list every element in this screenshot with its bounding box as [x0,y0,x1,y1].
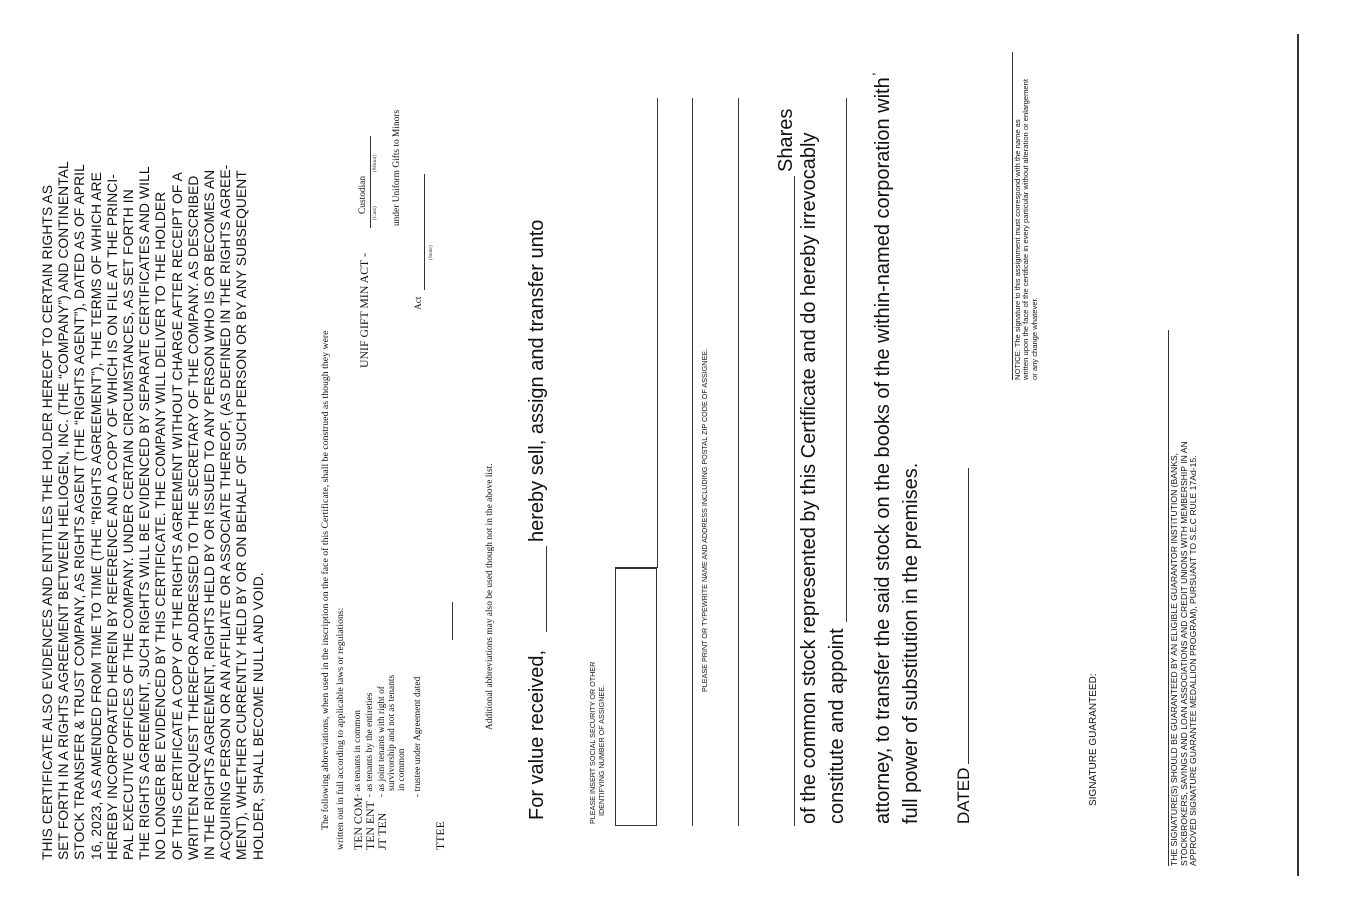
legend-line: THE RIGHTS AGREEMENT, SUCH RIGHTS WILL BE EVIDENCED BY SEPARATE CERTIFICATES AND WILL [137,166,153,860]
legend-line: 16, 2023, AS AMENDED FROM TIME TO TIME (THE “RIGHTS AGREEMENT”), THE TERMS OF WHICH ARE [88,172,104,860]
transferor-blank[interactable] [546,546,547,632]
abbr-ten-com: TEN COM [351,797,365,850]
notice-line-1: NOTICE: The signature to this assignment must correspond with the name as [1013,119,1022,380]
abbr-ttee: TTEE [433,821,447,850]
ssn-instruction-line-2: IDENTIFYING NUMBER OF ASSIGNEE. [597,685,606,816]
legend-line: NO LONGER BE EVIDENCED BY THIS CERTIFICATE. THE COMPANY WILL DELIVER TO THE HOLDER [153,191,169,860]
abbr-jt-ten: JT TEN [375,812,389,850]
constitute-and-appoint: constitute and appoint [826,628,848,824]
abbreviations-intro [318,90,348,850]
cust-caption: (Cust) [372,206,378,220]
under-uniform-gifts: under Uniform Gifts to Minors [392,109,402,226]
dated-label: DATED [954,767,973,824]
legend-line: THIS CERTIFICATE ALSO EVIDENCES AND ENTITLES THE HOLDER HEREOF TO CERTAIN RIGHTS AS [40,184,55,860]
abbr-ttee-desc: - trustee under Agreement dated [413,676,423,797]
legend-line: WRITTEN REQUEST THEREFOR ADDRESSED TO THE SECRETARY OF THE COMPANY. AS DESCRIBED [185,175,201,860]
abbr-jt-ten-desc-3: in common [397,748,407,791]
custodian-cust-line [370,136,371,228]
assignee-line-1[interactable] [657,98,658,568]
abbreviations-intro-line-1: The following abbreviations, when used in the inscription on the face of this Certificate, shall be construed as though they were [320,330,331,830]
act-label: Act [414,296,424,310]
shares-number-line[interactable] [794,176,795,826]
common-stock-text: of the common stock represented by this Certificate and do hereby irrevocably [798,132,820,824]
abbr-ten-ent: TEN ENT [363,801,377,850]
guarantee-line-1: THE SIGNATURE(S) SHOULD BE GUARANTEED BY AN ELIGIBLE GUARANTOR INSTITUTION (BANKS, [1169,452,1179,866]
legend-line: HEREBY INCORPORATED HEREIN BY REFERENCE AND A COPY OF WHICH IS ON FILE AT THE PRINCI- [104,174,120,860]
attorney-comma: , [862,72,877,76]
rights-legend-paragraph [40,52,267,860]
abbreviations-intro-line-2: written out in full according to applicable laws or regulations: [335,607,346,850]
page-border-line [1297,34,1299,876]
for-value-received: For value received, [526,649,548,820]
legend-line: MENT), WHETHER CURRENTLY HELD BY OR ON BEHALF OF SUCH PERSON OR BY ANY SUBSEQUENT [234,170,250,860]
assignee-line-3[interactable] [738,98,739,826]
additional-abbreviations-note: Additional abbreviations may also be used though not in the above list. [485,463,495,730]
attorney-transfer-text: attorney, to transfer the said stock on the books of the within-named corporation with [872,77,894,824]
abbr-jt-ten-desc-2: survivorship and not as tenants [387,674,397,791]
attorney-name-line[interactable] [846,98,847,622]
legend-line: IN THE RIGHTS AGREEMENT, RIGHTS HELD BY OR ISSUED TO ANY PERSON WHO IS OR BECOMES AN [202,169,218,860]
notice-line-3: or any change whatever. [1029,297,1039,380]
legend-line: STOCK TRANSFER & TRUST COMPANY, AS RIGHTS AGENT (THE “RIGHTS AGENT”), DATED AS OF APRIL [72,164,88,860]
legend-line: ACQUIRING PERSON OR AN AFFILIATE OR ASSOCIATE THEREOF, (AS DEFINED IN THE RIGHTS AGREE- [218,164,234,860]
abbr-ten-com-desc: - as tenants in common [353,710,363,797]
abbr-ten-ent-desc: - as tenants by the entireties [365,692,375,797]
shares-label: Shares [775,108,797,172]
ssn-input-box[interactable] [615,568,657,826]
signature-notice [1014,50,1039,380]
ssn-instruction [588,662,606,824]
signature-guaranteed-label: SIGNATURE GUARANTEED: [1088,673,1099,806]
notice-line-2: written upon the face of the certificate in every particular without alteration or enlargement [1021,79,1031,380]
custodian-label: Custodian [358,175,368,214]
guarantee-line-2: STOCKBROKERS, SAVINGS AND LOAN ASSOCIATIONS AND CREDIT UNIONS WITH MEMBERSHIP IN AN [1178,441,1189,866]
assignee-line-2[interactable] [692,98,693,826]
minor-caption: (Minor) [372,154,378,172]
sell-assign-transfer-text: hereby sell, assign and transfer unto [526,219,548,542]
legend-line: SET FORTH IN A RIGHTS AGREEMENT BETWEEN HELIOGEN, INC. (THE “COMPANY”) AND CONTINENTAL [56,161,72,860]
dated-line[interactable] [968,468,969,764]
ttee-date-line [452,602,453,640]
abbr-unif-gift-min-act: UNIF GIFT MIN ACT - [357,253,371,368]
guarantee-line-3: APPROVED SIGNATURE GUARANTEE MEDALLION PROGRAM), PURSUANT TO S.E.C RULE 17Ad-15. [1188,455,1199,866]
act-state-line [424,174,425,290]
guarantee-instruction [1170,326,1199,866]
state-caption: (State) [428,245,434,260]
print-name-instruction: PLEASE PRINT OR TYPEWRITE NAME AND ADDRESS INCLUDING POSTAL ZIP CODE OF ASSIGNEE. [700,348,709,692]
full-power-text: full power of substitution in the premises. [900,462,922,824]
legend-line: HOLDER, SHALL BECOME NULL AND VOID. [250,572,266,860]
ssn-instruction-line-1: PLEASE INSERT SOCIAL SECURITY OR OTHER [588,661,597,824]
legend-line: OF THIS CERTIFICATE A COPY OF THE RIGHTS AGREEMENT WITHOUT CHARGE AFTER RECEIPT OF A [169,172,185,860]
abbr-jt-ten-desc-1: - as joint tenants with right of [377,686,387,797]
ssn-box-divider [615,567,657,568]
legend-line: PAL EXECUTIVE OFFICES OF THE COMPANY. UNDER CERTAIN CIRCUMSTANCES, AS SET FORTH IN [121,189,137,860]
